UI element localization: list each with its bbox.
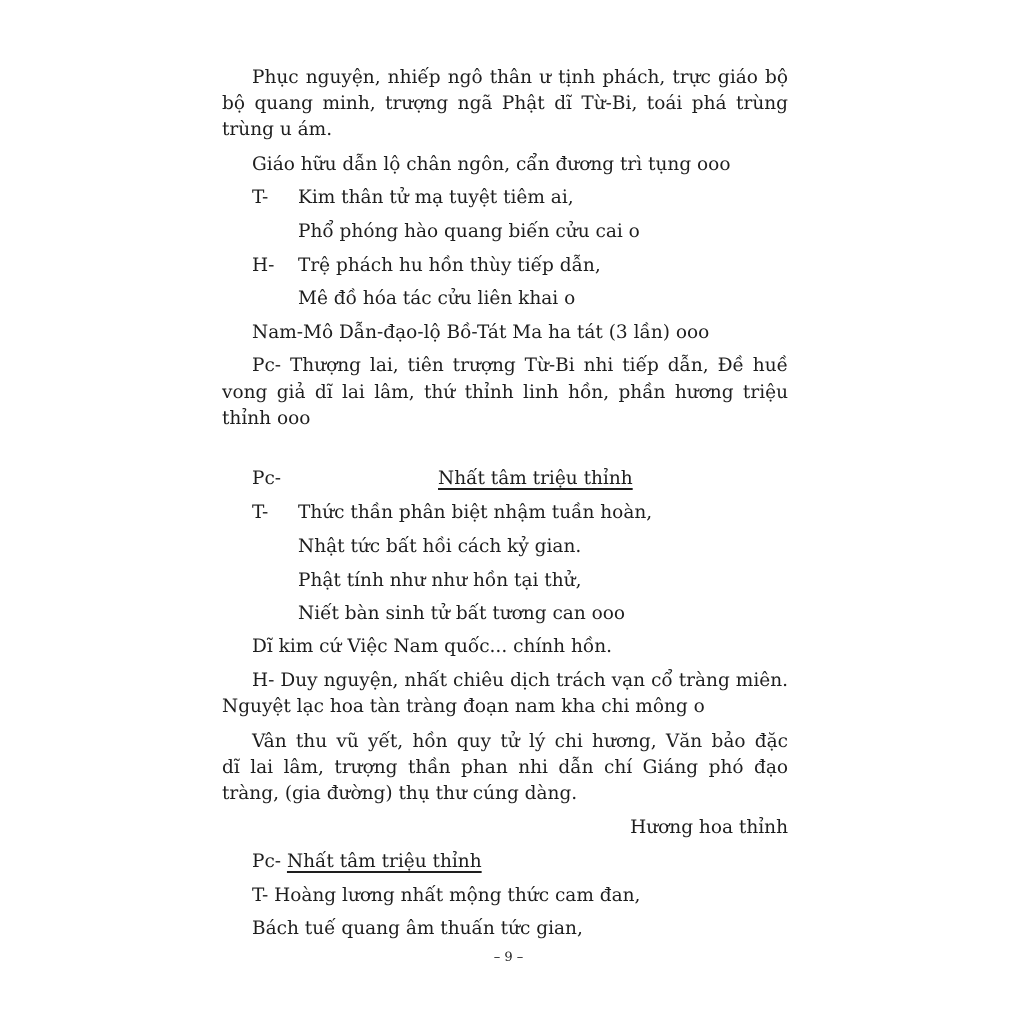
text-line: vong giả dĩ lai lâm, thứ thỉnh linh hồn, phần hương triệu (222, 382, 788, 403)
verse-marker: H- (252, 255, 275, 276)
text-line: T- Hoàng lương nhất mộng thức cam đan, (252, 885, 641, 906)
text-line: thỉnh ooo (222, 408, 311, 429)
section-heading: Nhất tâm triệu thỉnh (438, 468, 633, 489)
text-line: trùng u ám. (222, 119, 333, 140)
section-marker-inline (252, 849, 482, 875)
section-heading: Nhất tâm triệu thỉnh (286, 851, 482, 872)
section-marker: Pc- (252, 468, 282, 489)
text-line: tràng, (gia đường) thụ thư cúng dàng. (222, 783, 578, 804)
verse-line: Trệ phách hu hồn thùy tiếp dẫn, (298, 255, 601, 276)
verse-line: Kim thân tử mạ tuyệt tiêm ai, (298, 187, 574, 208)
text-line: dĩ lai lâm, trượng thần phan nhi dẫn chí Giáng phó đạo (222, 757, 788, 778)
verse-line: Thức thần phân biệt nhậm tuần hoàn, (298, 502, 653, 523)
verse-line: Mê đồ hóa tác cửu liên khai o (298, 288, 576, 309)
verse-marker: T- (252, 187, 269, 208)
text-line: H- Duy nguyện, nhất chiêu dịch trách vạn cổ tràng miên. (252, 670, 788, 691)
text-line: Dĩ kim cứ Việc Nam quốc... chính hồn. (252, 636, 613, 657)
text-line-right: Hương hoa thỉnh (630, 817, 788, 838)
section-marker: Pc- (252, 851, 287, 872)
verse-marker: T- (252, 502, 269, 523)
verse-line: Phật tính như như hồn tại thử, (298, 570, 582, 591)
text-line: Nguyệt lạc hoa tàn tràng đoạn nam kha chi mông o (222, 696, 705, 717)
text-line: Nam-Mô Dẫn-đạo-lộ Bồ-Tát Ma ha tát (3 lần) ooo (252, 322, 710, 343)
verse-line: Niết bàn sinh tử bất tương can ooo (298, 603, 626, 624)
text-line: Pc- Thượng lai, tiên trượng Từ-Bi nhi tiếp dẫn, Đề huề (252, 355, 788, 376)
text-line: bộ quang minh, trượng ngã Phật dĩ Từ-Bi, toái phá trùng (222, 93, 788, 114)
verse-line: Nhật tức bất hồi cách kỷ gian. (298, 536, 582, 557)
text-line: Vân thu vũ yết, hồn quy tử lý chi hương, Văn bảo đặc (252, 731, 788, 752)
verse-line: Phổ phóng hào quang biến cửu cai o (298, 221, 640, 242)
text-line: Bách tuế quang âm thuấn tức gian, (252, 918, 583, 939)
text-line: Phục nguyện, nhiếp ngô thân ư tịnh phách, trực giáo bộ (252, 67, 788, 88)
page-number: – 9 – (493, 950, 524, 965)
text-line: Giáo hữu dẫn lộ chân ngôn, cẩn đương trì tụng ooo (252, 154, 731, 175)
